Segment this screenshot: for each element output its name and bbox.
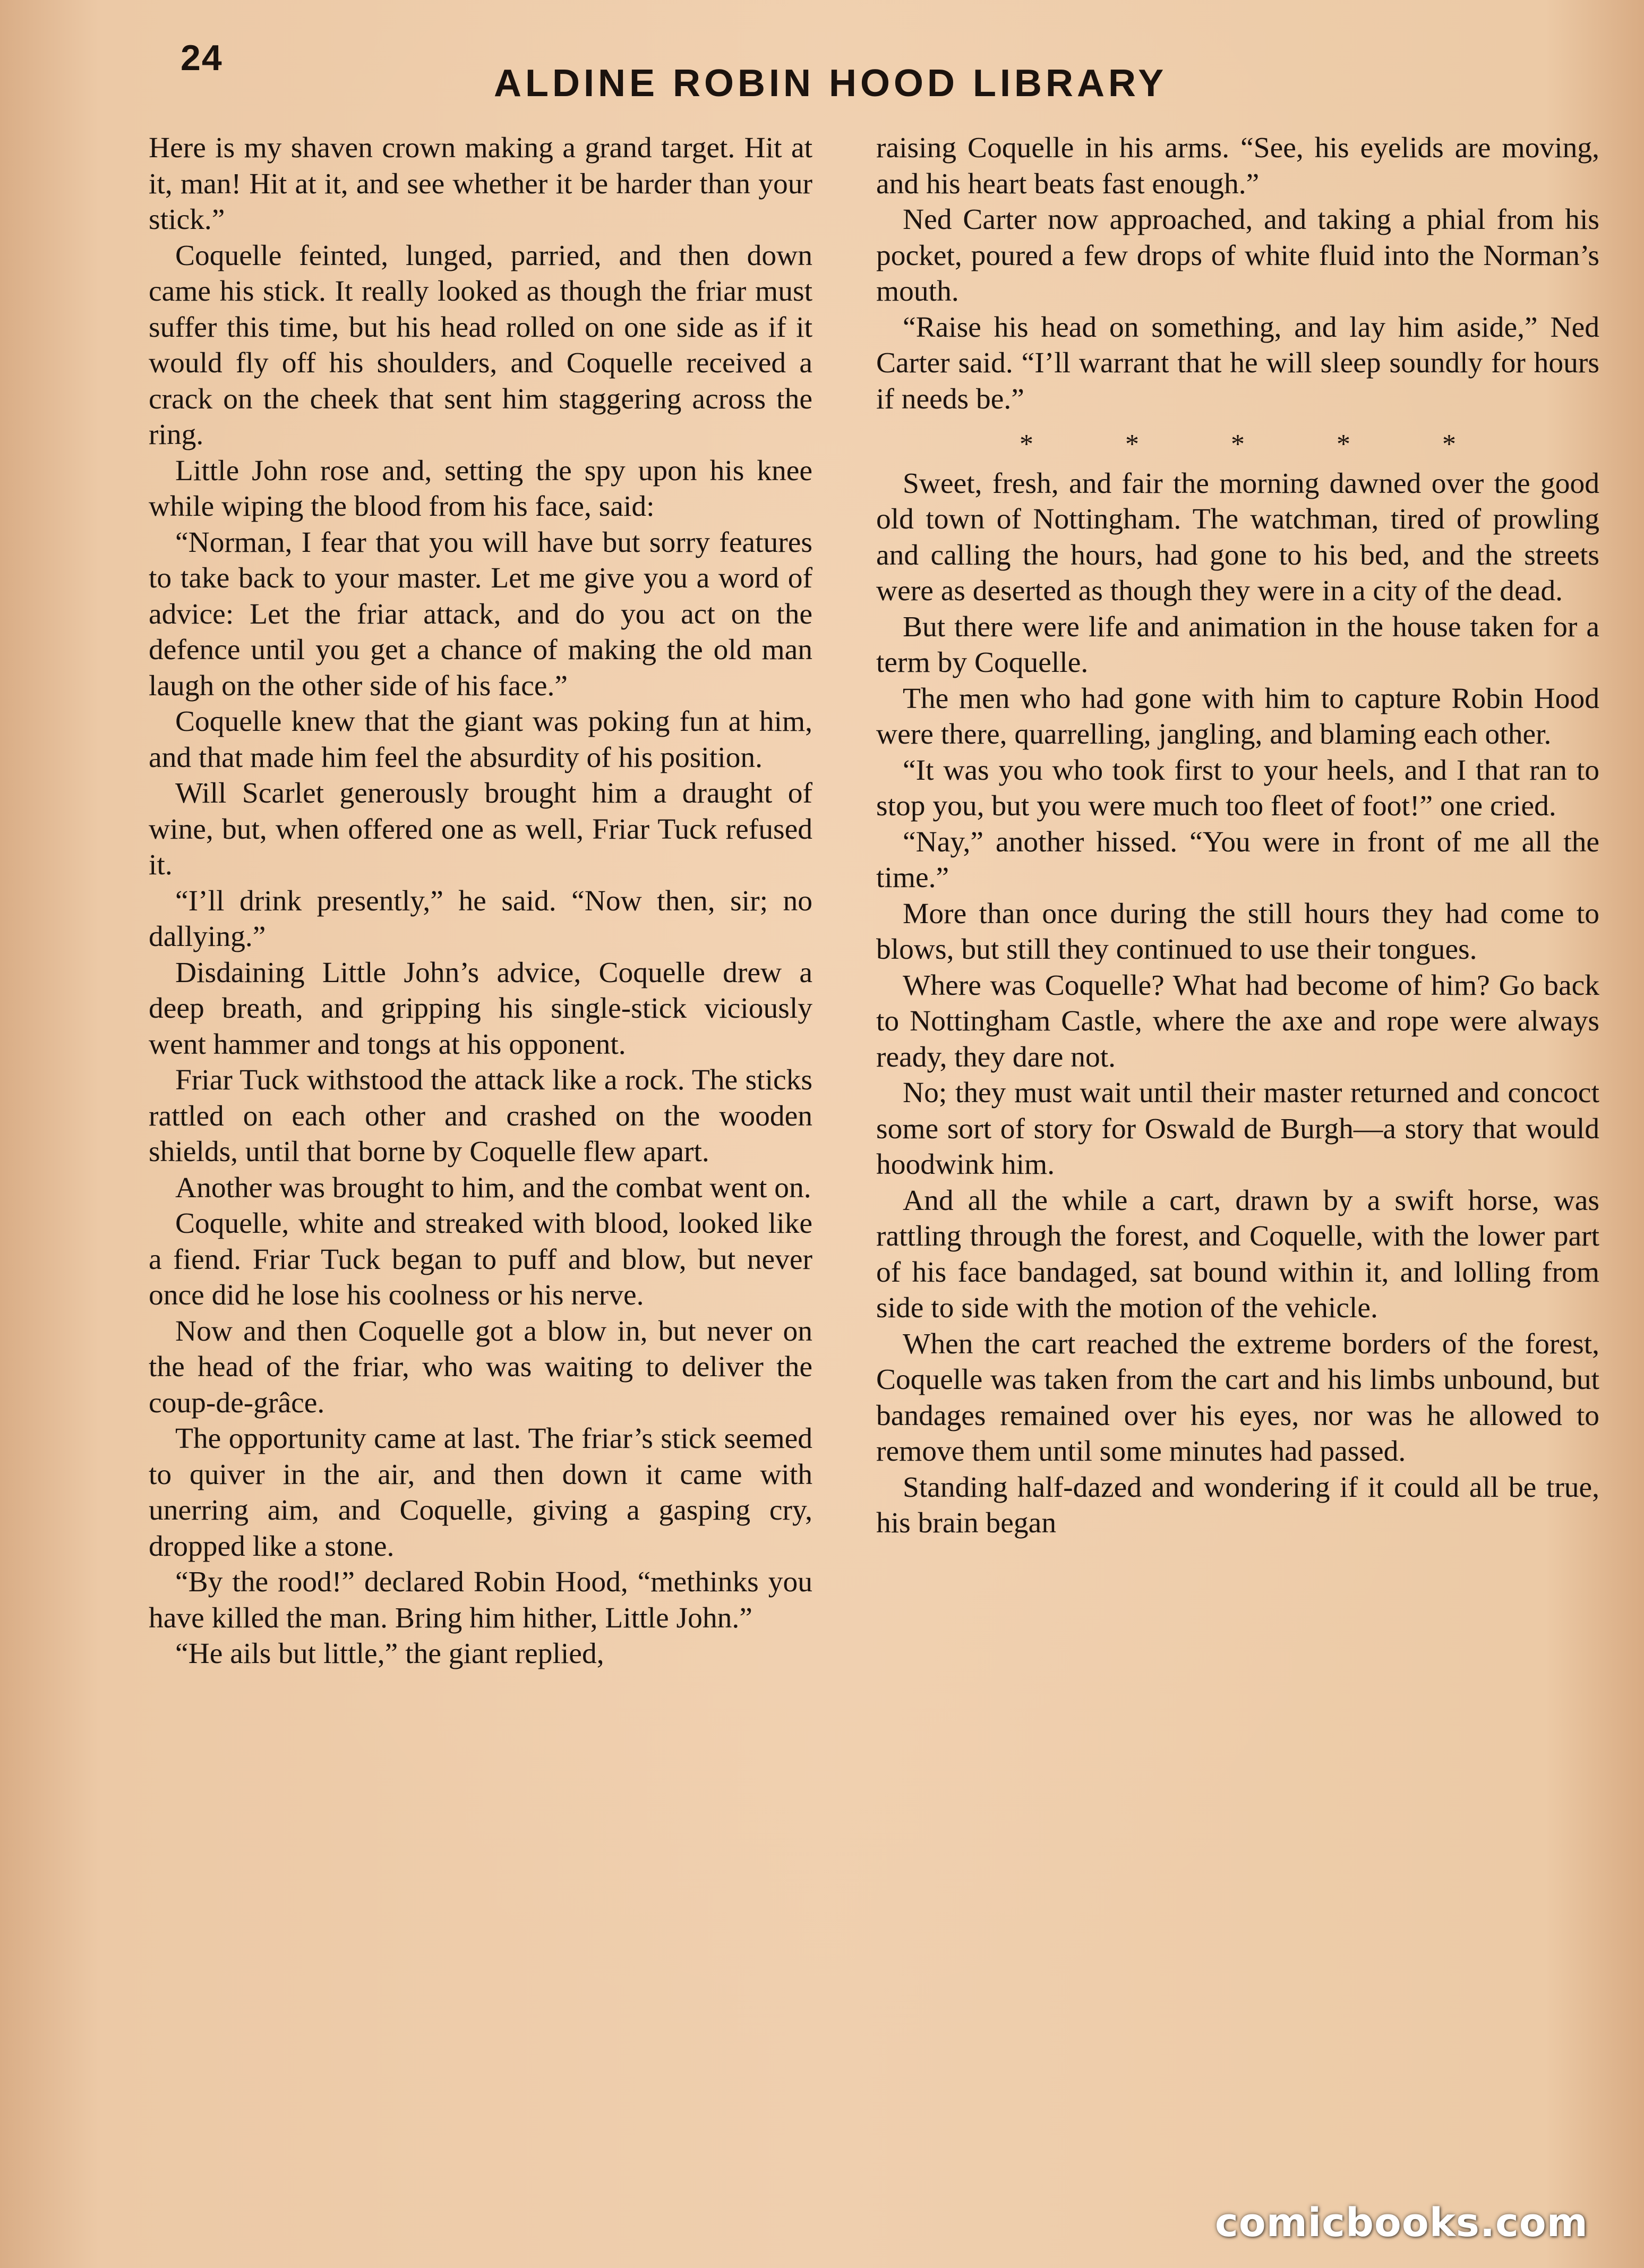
paragraph: “It was you who took first to your heels, and I that ran to stop you, but you were much too fleet of foot!” one cried. (876, 754, 1599, 822)
paragraph: “Norman, I fear that you will have but sorry features to take back to your master. Let me give you a word of advice: Let the friar attack, and do you act on the defence until you get a chance of making the old man laugh on the other side of his face.” (149, 526, 812, 702)
left-column (149, 130, 812, 1672)
paragraph: “Nay,” another hissed. “You were in front of me all the time.” (876, 825, 1599, 894)
section-break: * * * * * (1020, 429, 1456, 459)
running-head: ALDINE ROBIN HOOD LIBRARY (494, 62, 1168, 105)
paragraph: “Raise his head on something, and lay him aside,” Ned Carter said. “I’ll warrant that he will sleep soundly for hours if needs be.” (876, 311, 1599, 415)
paragraph: Disdaining Little John’s advice, Coquelle drew a deep breath, and gripping his single-stick viciously went hammer and tongs at his opponent. (149, 956, 812, 1061)
paragraph: “He ails but little,” the giant replied, (175, 1638, 604, 1670)
paragraph: Ned Carter now approached, and taking a phial from his pocket, poured a few drops of white fluid into the Norman’s mouth. (876, 203, 1599, 308)
paragraph: Here is my shaven crown making a grand target. Hit at it, man! Hit at it, and see whether it be harder than your stick.” (149, 132, 812, 236)
paragraph: More than once during the still hours they had come to blows, but still they continued to use their tongues. (876, 897, 1599, 966)
paragraph: Coquelle feinted, lunged, parried, and then down came his stick. It really looked as though the friar must suffer this time, but his head rolled on one side as if it would fly off his shoulders, and Coquelle received a crack on the cheek that sent him staggering across the ring. (149, 239, 812, 451)
paragraph: Friar Tuck withstood the attack like a rock. The sticks rattled on each other and crashed on the wooden shields, until that borne by Coquelle flew apart. (149, 1064, 812, 1168)
paragraph: raising Coquelle in his arms. “See, his eyelids are moving, and his heart beats fast enough.” (876, 132, 1599, 200)
page-number: 24 (181, 38, 223, 78)
paragraph: Little John rose and, setting the spy upon his knee while wiping the blood from his face, said: (149, 454, 812, 523)
paragraph: Where was Coquelle? What had become of him? Go back to Nottingham Castle, where the axe and rope were always ready, they dare not. (876, 969, 1599, 1073)
paragraph: No; they must wait until their master returned and concoct some sort of story for Oswald de Burgh—a story that would hoodwink him. (876, 1077, 1599, 1181)
paragraph: The men who had gone with him to capture Robin Hood were there, quarrelling, jangling, and blaming each other. (876, 682, 1599, 751)
paragraph: Coquelle knew that the giant was poking fun at him, and that made him feel the absurdity of his position. (149, 705, 812, 774)
paragraph: The opportunity came at last. The friar’s stick seemed to quiver in the air, and then down it came with unerring aim, and Coquelle, giving a gasping cry, dropped like a stone. (149, 1422, 812, 1563)
paragraph: “I’ll drink presently,” he said. “Now then, sir; no dallying.” (149, 884, 812, 953)
paragraph: Now and then Coquelle got a blow in, but never on the head of the friar, who was waiting to deliver the coup-de-grâce. (149, 1315, 812, 1419)
paragraph: But there were life and animation in the house taken for a term by Coquelle. (876, 610, 1599, 679)
paragraph: Sweet, fresh, and fair the morning dawned over the good old town of Nottingham. The watchman, tired of prowling and calling the hours, had gone to his bed, and the streets were as deserted as though they were in a city of the dead. (876, 467, 1599, 607)
paragraph: And all the while a cart, drawn by a swift horse, was rattling through the forest, and Coquelle, with the lower part of his face bandaged, sat bound within it, and lolling from side to side with the motion of the vehicle. (876, 1184, 1599, 1324)
paragraph: When the cart reached the extreme borders of the forest, Coquelle was taken from the cart and his limbs unbound, but bandages remained over his eyes, nor was he allowed to remove them until some minutes had passed. (876, 1327, 1599, 1468)
paragraph: Will Scarlet generously brought him a draught of wine, but, when offered one as well, Friar Tuck refused it. (149, 777, 812, 881)
right-column (876, 130, 1599, 1541)
paragraph: Another was brought to him, and the combat went on. (175, 1171, 811, 1204)
paragraph: “By the rood!” declared Robin Hood, “methinks you have killed the man. Bring him hither, Little John.” (149, 1566, 812, 1634)
watermark: comicbooks.com (1215, 2200, 1588, 2246)
paragraph: Standing half-dazed and wondering if it could all be true, his brain began (876, 1471, 1599, 1539)
paragraph: Coquelle, white and streaked with blood, looked like a fiend. Friar Tuck began to puff and blow, but never once did he lose his coolness or his nerve. (149, 1207, 812, 1311)
